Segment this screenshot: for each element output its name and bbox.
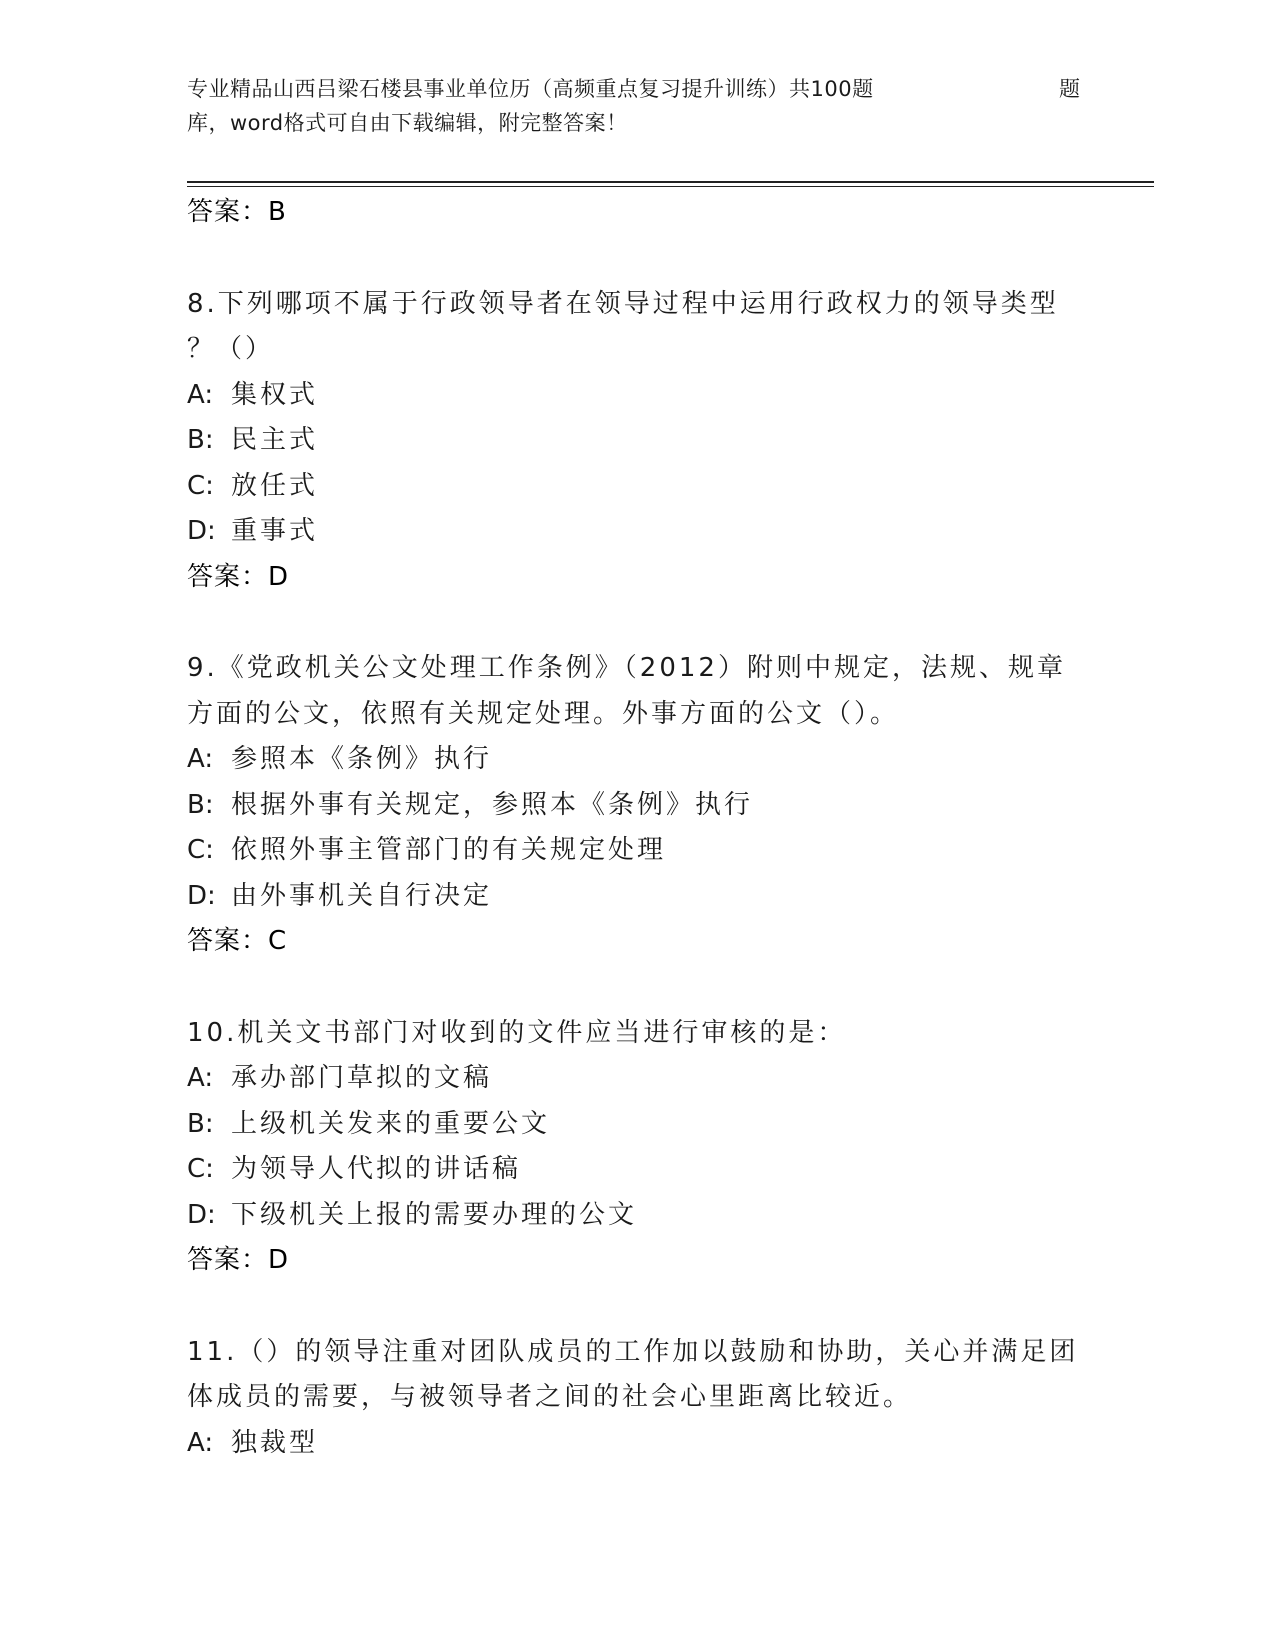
option-text: 上级机关发来的重要公文 <box>231 1108 551 1139</box>
option-text: 独裁型 <box>231 1427 319 1458</box>
option-letter: D: <box>187 1199 216 1230</box>
option-text: 根据外事有关规定，参照本《条例》执行 <box>231 789 754 820</box>
option-letter: C: <box>187 470 214 501</box>
option-row <box>187 1421 1087 1467</box>
option-row <box>187 464 1087 510</box>
option-row <box>187 373 1087 419</box>
question-spacer <box>187 1284 1087 1330</box>
answer-line: 答案：D <box>187 1245 290 1275</box>
previous-answer: 答案：B <box>187 197 287 227</box>
option-row <box>187 509 1087 555</box>
question-block <box>187 1330 1087 1467</box>
question-block <box>187 1011 1087 1284</box>
option-row <box>187 1193 1087 1239</box>
question-stem-line: 11.（）的领导注重对团队成员的工作加以鼓励和协助，关心并满足团 <box>187 1336 1079 1367</box>
question-stem-line: 9.《党政机关公文处理工作条例》（2012）附则中规定，法规、规章 <box>187 653 1066 683</box>
option-letter: C: <box>187 835 214 865</box>
question-stem-line: 方面的公文，依照有关规定处理。外事方面的公文（）。 <box>187 698 900 729</box>
header-title-line-2: 库，word格式可自由下载编辑，附完整答案！ <box>187 111 628 135</box>
question-stem-line: 体成员的需要，与被领导者之间的社会心里距离比较近。 <box>187 1382 913 1412</box>
question-list <box>187 190 1087 1466</box>
question-spacer <box>187 600 1087 646</box>
question-spacer <box>187 965 1087 1011</box>
option-letter: A: <box>187 1063 214 1093</box>
option-letter: D: <box>187 516 216 546</box>
question-block <box>187 646 1087 965</box>
option-text: 重事式 <box>231 516 319 546</box>
option-text: 下级机关上报的需要办理的公文 <box>231 1199 638 1230</box>
answer-line: 答案：D <box>187 561 290 592</box>
option-text: 放任式 <box>231 470 319 501</box>
option-letter: A: <box>187 744 214 774</box>
header-rule-thick <box>187 181 1154 183</box>
option-letter: A: <box>187 379 214 410</box>
question-spacer <box>187 236 1087 282</box>
question-stem-line: ？（） <box>187 334 275 364</box>
question-block <box>187 282 1087 601</box>
option-row <box>187 874 1087 920</box>
option-letter: D: <box>187 880 216 911</box>
option-text: 承办部门草拟的文稿 <box>231 1063 493 1093</box>
page-header <box>187 72 1087 140</box>
option-letter: B: <box>187 1108 214 1139</box>
option-row <box>187 828 1087 874</box>
question-stem-line: 8.下列哪项不属于行政领导者在领导过程中运用行政权力的领导类型 <box>187 288 1059 319</box>
option-text: 集权式 <box>231 379 319 410</box>
header-title-line-1: 专业精品山西吕梁石楼县事业单位历（高频重点复习提升训练）共100题 <box>187 77 874 101</box>
option-row <box>187 1102 1087 1148</box>
option-row <box>187 418 1087 464</box>
option-row <box>187 1147 1087 1193</box>
option-text: 由外事机关自行决定 <box>231 880 493 911</box>
option-row <box>187 737 1087 783</box>
header-title-tail: 题 <box>1059 77 1081 101</box>
option-text: 参照本《条例》执行 <box>231 744 493 774</box>
option-text: 为领导人代拟的讲话稿 <box>231 1154 522 1184</box>
option-row <box>187 1056 1087 1102</box>
option-text: 依照外事主管部门的有关规定处理 <box>231 835 667 865</box>
header-rule-thin <box>187 186 1154 187</box>
option-letter: C: <box>187 1154 214 1184</box>
option-letter: B: <box>187 425 214 455</box>
option-row <box>187 783 1087 829</box>
option-letter: A: <box>187 1427 214 1458</box>
question-stem-line: 10.机关文书部门对收到的文件应当进行审核的是： <box>187 1017 847 1048</box>
option-text: 民主式 <box>231 425 319 455</box>
answer-line: 答案：C <box>187 926 288 956</box>
option-letter: B: <box>187 789 214 820</box>
